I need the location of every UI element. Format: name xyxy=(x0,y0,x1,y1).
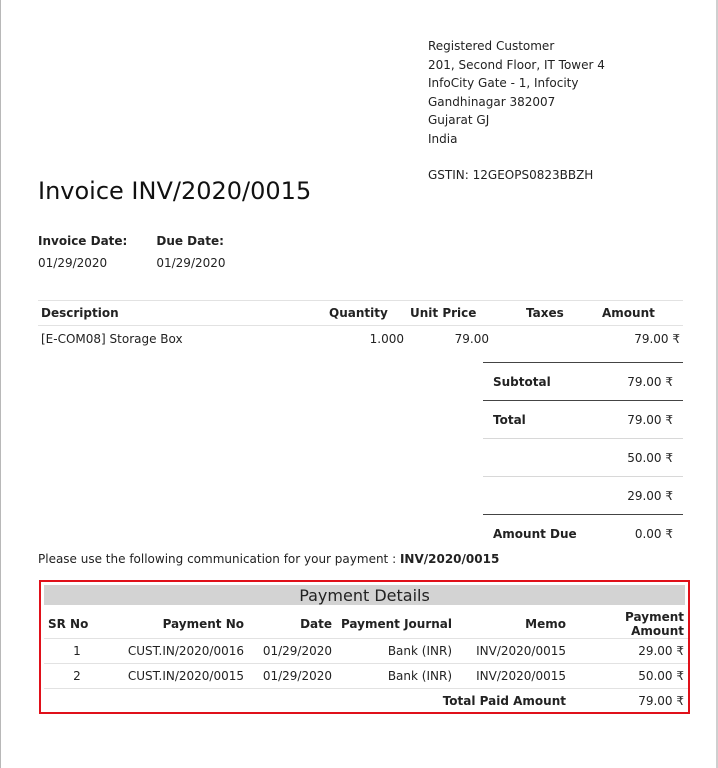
line-unit-price: 79.00 xyxy=(454,332,489,346)
col-taxes: Taxes xyxy=(523,301,599,326)
total-label: Total xyxy=(483,401,605,439)
customer-address xyxy=(428,37,605,185)
paid-amount-1: 50.00 ₹ xyxy=(605,439,683,477)
payment-date: 01/29/2020 xyxy=(248,639,336,664)
col-payment-amount: Payment Amount xyxy=(570,610,688,639)
payment-memo: INV/2020/0015 xyxy=(456,639,570,664)
due-date-block xyxy=(156,233,225,274)
col-unit-price: Unit Price xyxy=(407,301,523,326)
invoice-date-label: Invoice Date: xyxy=(38,234,128,248)
address-line: Gandhinagar 382007 xyxy=(428,94,556,109)
col-amount: Amount xyxy=(599,301,683,326)
amount-due-row xyxy=(483,515,683,553)
subtotal-row xyxy=(483,363,683,401)
payment-amount: 50.00 ₹ xyxy=(570,664,688,689)
col-memo: Memo xyxy=(456,610,570,639)
amount-due-value: 0.00 ₹ xyxy=(605,515,683,553)
invoice-dates xyxy=(38,233,255,274)
address-line: 201, Second Floor, IT Tower 4 xyxy=(428,57,605,72)
line-amount: 79.00 ₹ xyxy=(634,332,680,346)
line-quantity: 1.000 xyxy=(369,332,404,346)
col-sr-no: SR No xyxy=(44,610,110,639)
payment-row xyxy=(483,477,683,515)
amount-due-label: Amount Due xyxy=(483,515,605,553)
payment-amount: 29.00 ₹ xyxy=(570,639,688,664)
payment-communication xyxy=(38,552,499,566)
payment-header-row xyxy=(44,610,688,639)
total-paid-label: Total Paid Amount xyxy=(442,694,566,708)
payment-details-title: Payment Details xyxy=(44,585,685,605)
col-date: Date xyxy=(248,610,336,639)
payment-no: CUST.IN/2020/0015 xyxy=(110,664,248,689)
table-row xyxy=(44,664,688,689)
payment-memo: INV/2020/0015 xyxy=(456,664,570,689)
payment-date: 01/29/2020 xyxy=(248,664,336,689)
payment-journal: Bank (INR) xyxy=(336,639,456,664)
line-description: [E-COM08] Storage Box xyxy=(41,332,183,346)
table-row xyxy=(44,639,688,664)
address-line: India xyxy=(428,131,458,146)
total-row xyxy=(483,401,683,439)
col-description: Description xyxy=(38,301,326,326)
table-row xyxy=(38,326,683,352)
paid-amount-2: 29.00 ₹ xyxy=(605,477,683,515)
communication-text: Please use the following communication for your payment : xyxy=(38,552,400,566)
lines-header-row xyxy=(38,301,683,326)
communication-reference: INV/2020/0015 xyxy=(399,552,500,566)
payment-details-table xyxy=(44,610,688,713)
payment-sr-no: 2 xyxy=(44,664,110,689)
due-date-value: 01/29/2020 xyxy=(156,256,226,270)
due-date-label: Due Date: xyxy=(156,234,224,248)
address-line: InfoCity Gate - 1, Infocity xyxy=(428,76,579,90)
address-line: Registered Customer xyxy=(428,39,555,53)
line-taxes xyxy=(523,326,599,352)
gstin: GSTIN: 12GEOPS0823BBZH xyxy=(428,168,594,182)
address-line: Gujarat GJ xyxy=(428,113,490,127)
payment-sr-no: 1 xyxy=(44,639,110,664)
col-payment-journal: Payment Journal xyxy=(336,610,456,639)
totals-table xyxy=(483,362,683,552)
payment-no: CUST.IN/2020/0016 xyxy=(110,639,248,664)
page-left-edge xyxy=(0,0,1,768)
subtotal-label: Subtotal xyxy=(483,363,605,401)
invoice-date-value: 01/29/2020 xyxy=(38,256,108,270)
total-value: 79.00 ₹ xyxy=(605,401,683,439)
invoice-title: Invoice INV/2020/0015 xyxy=(38,177,312,205)
col-quantity: Quantity xyxy=(326,301,407,326)
col-payment-no: Payment No xyxy=(110,610,248,639)
subtotal-value: 79.00 ₹ xyxy=(605,363,683,401)
invoice-date-block xyxy=(38,233,127,274)
invoice-lines-table xyxy=(38,300,683,351)
payment-row xyxy=(483,439,683,477)
payment-journal: Bank (INR) xyxy=(336,664,456,689)
total-paid-row xyxy=(44,689,688,714)
payment-details-section xyxy=(39,580,690,714)
total-paid-value: 79.00 ₹ xyxy=(638,694,684,708)
